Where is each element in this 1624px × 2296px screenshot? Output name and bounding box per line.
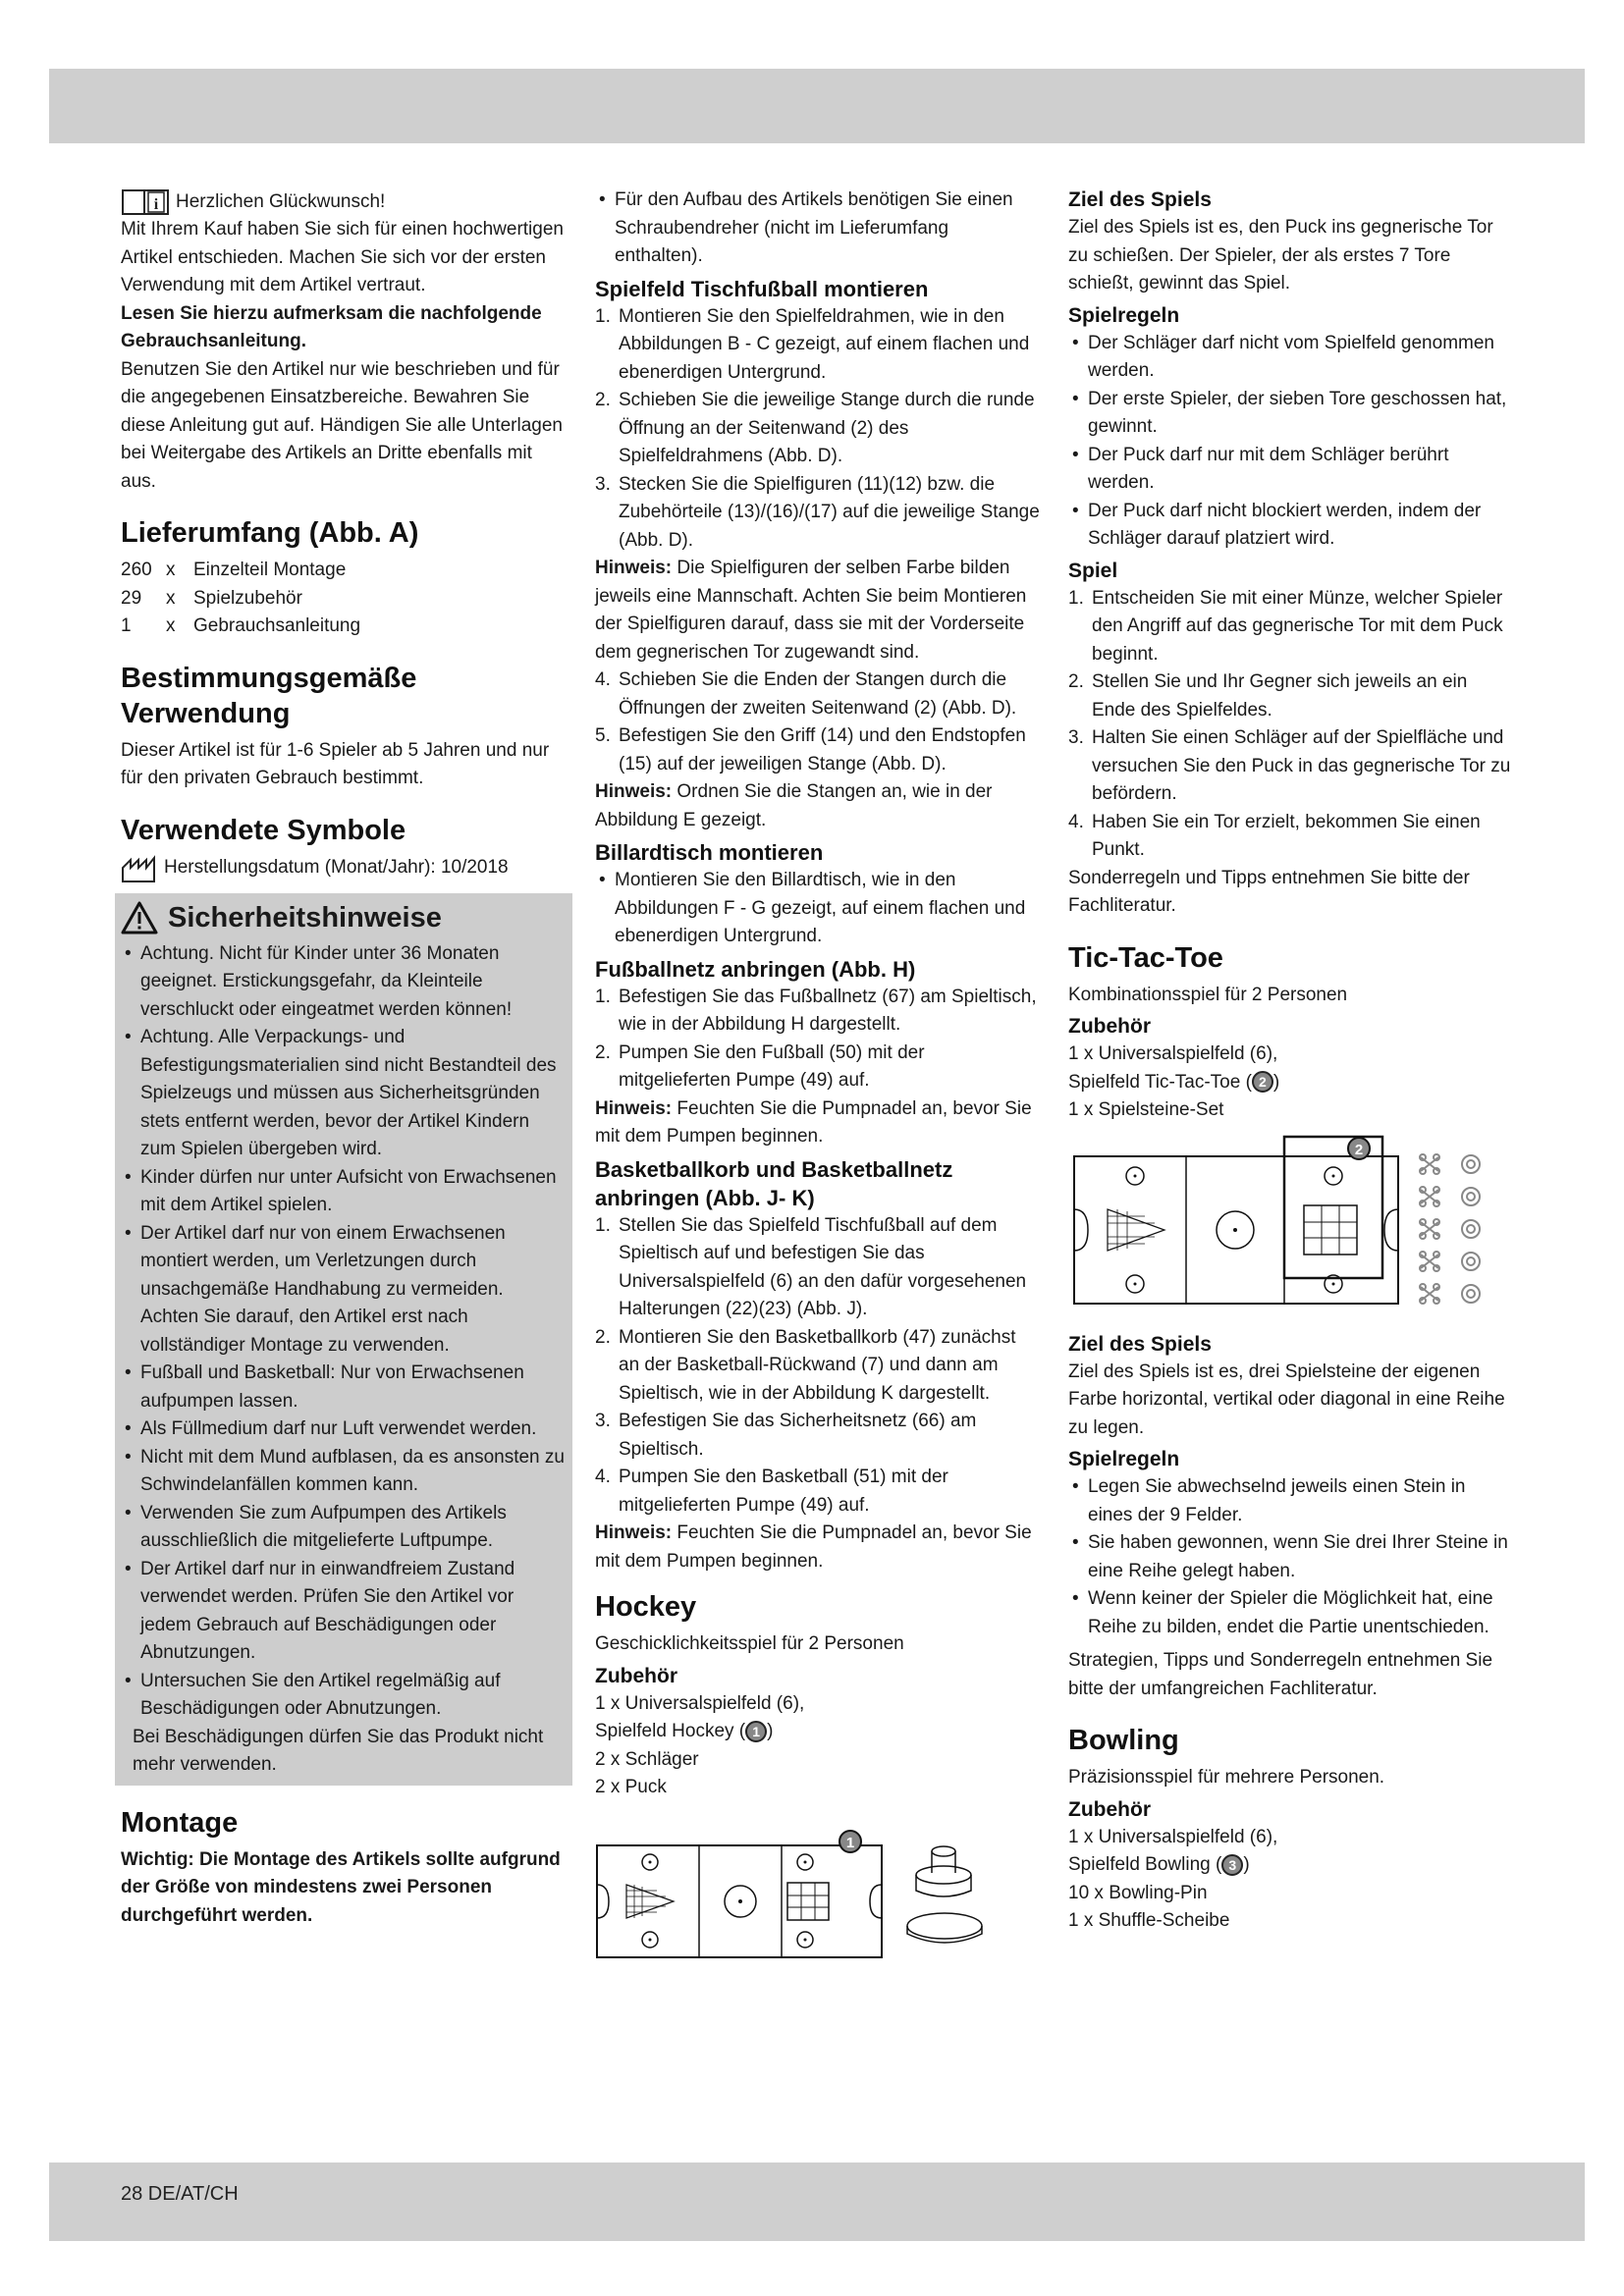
list-item: Spielfeld Tic-Tac-Toe ( 2 )	[1068, 1071, 1280, 1093]
list-item: 2. Montieren Sie den Basketballkorb (47) zunächst an der Basketball-Rückwand (7) und dann am Spieltisch, wie in der Abbildung K dargestellt.	[595, 1326, 1016, 1404]
billiard-list	[595, 867, 1041, 951]
game-pieces-icon	[1420, 1154, 1480, 1304]
hockey-note: Sonderregeln und Tipps entnehmen Sie bitte der Fachliteratur.	[1068, 867, 1470, 916]
hint-3: Hinweis: Feuchten Sie die Pumpnadel an, bevor Sie mit dem Pumpen beginnen.	[595, 1097, 1032, 1147]
list-item: • Legen Sie abwechselnd jeweils einen Stein in eines der 9 Felder.	[1068, 1473, 1512, 1529]
list-item: Spielfeld Hockey ( 1 )	[595, 1721, 774, 1741]
list-item: • Der Puck darf nur mit dem Schläger berührt werden.	[1068, 442, 1512, 498]
list-item: • Der erste Spieler, der sieben Tore geschossen hat, gewinnt.	[1068, 386, 1512, 442]
ttt-accessories-heading: Zubehör	[1068, 1015, 1151, 1038]
symbols-text: Herstellungsdatum (Monat/Jahr): 10/2018	[164, 857, 509, 879]
ttt-note: Strategien, Tipps und Sonderregeln entnehmen Sie bitte der umfangreichen Fachliteratur.	[1068, 1650, 1493, 1699]
svg-text:i: i	[153, 196, 159, 213]
net-heading: Fußballnetz anbringen (Abb. H)	[595, 956, 916, 982]
header-bar	[49, 69, 1585, 143]
list-item: • Der Schläger darf nicht vom Spielfeld genommen werden.	[1068, 330, 1512, 386]
scope-item: 29 x Spielzubehör	[121, 587, 302, 609]
list-item: 1 x Universalspielfeld (6),	[1068, 1043, 1278, 1064]
safety-tail: Bei Beschädigungen dürfen Sie das Produkt nicht mehr verwenden.	[133, 1726, 544, 1775]
list-item: • Achtung. Alle Verpackungs- und Befestigungsmaterialien sind nicht Bestandteil des Spielzeugs und müssen aus Sicherheitsgründen stets entfernt werden, bevor der Artikel Kindern zum Spielen übergeben wird.	[121, 1024, 565, 1164]
assembly-warning: Wichtig: Die Montage des Artikels sollte aufgrund der Größe von mindestens zwei Personen durchgeführt werden.	[121, 1848, 561, 1926]
figure-number-label: 2	[1354, 1141, 1364, 1158]
list-item: 2. Stellen Sie und Ihr Gegner sich jeweils an ein Ende des Spielfeldes.	[1068, 671, 1468, 721]
ttt-rules-heading: Spielregeln	[1068, 1448, 1180, 1470]
list-item: • Sie haben gewonnen, wenn Sie drei Ihrer Steine in eine Reihe gelegt haben.	[1068, 1529, 1512, 1585]
number-badge: 3	[1221, 1854, 1243, 1876]
hockey-play-heading: Spiel	[1068, 559, 1118, 582]
intro-text: Mit Ihrem Kauf haben Sie sich für einen hochwertigen Artikel entschieden. Machen Sie sich vor der ersten Verwendung mit dem Artikel vertraut.	[121, 219, 564, 295]
page-number: 28 DE/AT/CH	[121, 2183, 239, 2205]
list-item: 3. Halten Sie einen Schläger auf der Spielfläche und versuchen Sie den Puck in das gegnerische Tor zu befördern.	[1068, 727, 1511, 804]
ttt-goal-text: Ziel des Spiels ist es, drei Spielsteine der eigenen Farbe horizontal, vertikal oder diagonal in eine Reihe zu legen.	[1068, 1361, 1505, 1438]
scope-item: 260 x Einzelteil Montage	[121, 560, 347, 580]
basket-heading: Basketballkorb und Basketballnetz anbringen (Abb. J- K)	[595, 1156, 953, 1210]
hockey-rules-heading: Spielregeln	[1068, 303, 1180, 327]
ttt-field-illustration	[1068, 1131, 1500, 1327]
list-item: 2 x Schläger	[595, 1748, 699, 1770]
symbols-line	[121, 854, 568, 883]
column-middle	[595, 187, 1041, 1960]
intro-heading	[121, 187, 568, 216]
list-item: • Der Puck darf nicht blockiert werden, indem der Schläger darauf platziert wird.	[1068, 498, 1512, 554]
list-item: 5. Befestigen Sie den Griff (14) und den Endstopfen (15) auf der jeweiligen Stange (Abb. D).	[595, 725, 1026, 774]
scope-item: 1 x Gebrauchsanleitung	[121, 615, 361, 636]
list-item: • Als Füllmedium darf nur Luft verwendet werden.	[121, 1415, 565, 1444]
book-info-icon	[121, 187, 172, 216]
ttt-heading: Tic-Tac-Toe	[1068, 941, 1223, 974]
warning-icon	[121, 901, 158, 934]
hockey-subtitle: Geschicklichkeitsspiel für 2 Personen	[595, 1633, 904, 1654]
safety-box	[115, 893, 572, 1786]
column-right	[1068, 187, 1512, 1936]
list-item: 1 x Universalspielfeld (6),	[1068, 1826, 1278, 1847]
number-badge: 1	[745, 1721, 767, 1742]
list-item: 4. Pumpen Sie den Basketball (51) mit der mitgelieferten Pumpe (49) auf.	[595, 1467, 948, 1516]
list-item: 1 x Universalspielfeld (6),	[595, 1692, 805, 1714]
foosball-steps-b	[595, 667, 1041, 778]
hint-1: Hinweis: Die Spielfiguren der selben Farbe bilden jeweils eine Mannschaft. Achten Sie beim Montieren der Spielfiguren darauf, dass sie mit der Vorderseite dem gegnerischen Tor zugewandt sind.	[595, 558, 1027, 663]
foosball-heading: Spielfeld Tischfußball montieren	[595, 276, 929, 301]
safety-heading: Sicherheitshinweise	[121, 899, 565, 936]
ttt-subtitle: Kombinationsspiel für 2 Personen	[1068, 984, 1348, 1005]
list-item: 1. Entscheiden Sie mit einer Münze, welcher Spieler den Angriff auf das gegnerische Tor mit dem Puck beginnt.	[1068, 587, 1503, 665]
bowling-accessories-heading: Zubehör	[1068, 1797, 1151, 1821]
factory-icon	[121, 854, 160, 883]
list-item: 3. Befestigen Sie das Sicherheitsnetz (66) am Spieltisch.	[595, 1411, 977, 1460]
net-steps	[595, 984, 1041, 1095]
list-item: 4. Haben Sie ein Tor erzielt, bekommen Sie einen Punkt.	[1068, 811, 1481, 860]
list-item: 1 x Spielsteine-Set	[1068, 1099, 1224, 1120]
intro-bold: Lesen Sie hierzu aufmerksam die nachfolgende Gebrauchsanleitung.	[121, 302, 542, 351]
list-item: • Nicht mit dem Mund aufblasen, da es ansonsten zu Schwindelanfällen kommen kann.	[121, 1444, 565, 1500]
list-item: • Kinder dürfen nur unter Aufsicht von Erwachsenen mit dem Artikel spielen.	[121, 1164, 565, 1220]
scope-list	[121, 557, 568, 641]
list-item: 3. Stecken Sie die Spielfiguren (11)(12) bzw. die Zubehörteile (13)/(16)/(17) auf die jeweilige Stange (Abb. D).	[595, 473, 1040, 551]
use-heading: Bestimmungsgemäße Verwendung	[121, 662, 417, 729]
list-item: • Der Artikel darf nur in einwandfreiem Zustand verwendet werden. Prüfen Sie den Artikel vor jedem Gebrauch auf Beschädigungen oder Abnutzungen.	[121, 1556, 565, 1668]
list-item: 1 x Shuffle-Scheibe	[1068, 1910, 1230, 1931]
list-item: 2 x Puck	[595, 1777, 667, 1797]
list-item: • Untersuchen Sie den Artikel regelmäßig auf Beschädigungen oder Abnutzungen.	[121, 1668, 565, 1724]
list-item: 4. Schieben Sie die Enden der Stangen durch die Öffnungen der zweiten Seitenwand (2) (Abb. D).	[595, 669, 1017, 719]
hockey-play-steps	[1068, 585, 1512, 865]
scope-heading: Lieferumfang (Abb. A)	[121, 517, 419, 549]
list-item: • Wenn keiner der Spieler die Möglichkeit hat, eine Reihe zu bilden, endet die Partie unentschieden.	[1068, 1585, 1512, 1641]
billiard-heading: Billardtisch montieren	[595, 840, 824, 865]
figure-number-label: 1	[845, 1834, 855, 1851]
tool-list	[595, 187, 1041, 271]
list-item: Spielfeld Bowling ( 3 )	[1068, 1854, 1250, 1875]
hockey-goal-heading: Ziel des Spiels	[1068, 188, 1212, 211]
symbols-heading: Verwendete Symbole	[121, 814, 406, 846]
foosball-steps	[595, 303, 1041, 556]
ttt-goal-heading: Ziel des Spiels	[1068, 1332, 1212, 1356]
list-item: 1. Stellen Sie das Spielfeld Tischfußball auf dem Spieltisch auf und befestigen Sie das Universalspielfeld (6) an den dafür vorgesehenen Halterungen (22)(23) (Abb. J).	[595, 1214, 1027, 1319]
assembly-heading: Montage	[121, 1806, 239, 1839]
list-item: 2. Pumpen Sie den Fußball (50) mit der mitgelieferten Pumpe (49) auf.	[595, 1041, 925, 1091]
bowling-heading: Bowling	[1068, 1725, 1179, 1756]
basket-steps	[595, 1212, 1041, 1521]
list-item: 1. Montieren Sie den Spielfeldrahmen, wie in den Abbildungen B - C gezeigt, auf einem flachen und ebenerdigen Untergrund.	[595, 305, 1030, 383]
hockey-goal-text: Ziel des Spiels ist es, den Puck ins gegnerische Tor zu schießen. Der Spieler, der als erstes 7 Tore schießt, gewinnt das Spiel.	[1068, 217, 1493, 294]
safety-list	[121, 940, 565, 1724]
hint-2: Hinweis: Ordnen Sie die Stangen an, wie in der Abbildung E gezeigt.	[595, 781, 993, 830]
intro-text-2: Benutzen Sie den Artikel nur wie beschrieben und für die angegebenen Einsatzbereiche. Bewahren Sie diese Anleitung gut auf. Händigen Sie alle Unterlagen bei Weitergabe des Artikels an Dritte ebenfalls mit aus.	[121, 358, 563, 492]
ttt-rules-list	[1068, 1473, 1512, 1641]
list-item: • Verwenden Sie zum Aufpumpen des Artikels ausschließlich die mitgelieferte Luftpumpe.	[121, 1500, 565, 1556]
list-item: • Achtung. Nicht für Kinder unter 36 Monaten geeignet. Erstickungsgefahr, da Kleinteile verschluckt oder eingeatmet werden können!	[121, 940, 565, 1025]
column-left	[121, 187, 568, 1930]
list-item: • Für den Aufbau des Artikels benötigen Sie einen Schraubendreher (nicht im Lieferumfang enthalten).	[595, 187, 1041, 271]
hockey-field-illustration	[595, 1808, 1027, 1960]
intro-title: Herzlichen Glückwunsch!	[176, 190, 386, 212]
list-item: 1. Befestigen Sie das Fußballnetz (67) am Spieltisch, wie in der Abbildung H dargestellt.	[595, 986, 1037, 1035]
number-badge: 2	[1252, 1071, 1273, 1093]
list-item: • Fußball und Basketball: Nur von Erwachsenen aufpumpen lassen.	[121, 1360, 565, 1415]
list-item: • Montieren Sie den Billardtisch, wie in den Abbildungen F - G gezeigt, auf einem flachen und ebenerdigen Untergrund.	[595, 867, 1041, 951]
footer-bar	[49, 2163, 1585, 2241]
list-item: 2. Schieben Sie die jeweilige Stange durch die runde Öffnung an der Seitenwand (2) des Spielfeldrahmens (Abb. D).	[595, 390, 1035, 466]
bowling-subtitle: Präzisionsspiel für mehrere Personen.	[1068, 1767, 1385, 1788]
use-text: Dieser Artikel ist für 1-6 Spieler ab 5 Jahren und nur für den privaten Gebrauch bestimmt.	[121, 739, 550, 788]
hint-4: Hinweis: Feuchten Sie die Pumpnadel an, bevor Sie mit dem Pumpen beginnen.	[595, 1522, 1032, 1572]
hockey-accessories-heading: Zubehör	[595, 1664, 677, 1687]
hockey-rules-list	[1068, 330, 1512, 554]
list-item: 10 x Bowling-Pin	[1068, 1882, 1208, 1903]
list-item: • Der Artikel darf nur von einem Erwachsenen montiert werden, um Verletzungen durch unsachgemäße Handhabung zu vermeiden. Achten Sie darauf, den Artikel erst nach vollständiger Montage zu verwenden.	[121, 1220, 565, 1361]
hockey-heading: Hockey	[595, 1591, 697, 1623]
